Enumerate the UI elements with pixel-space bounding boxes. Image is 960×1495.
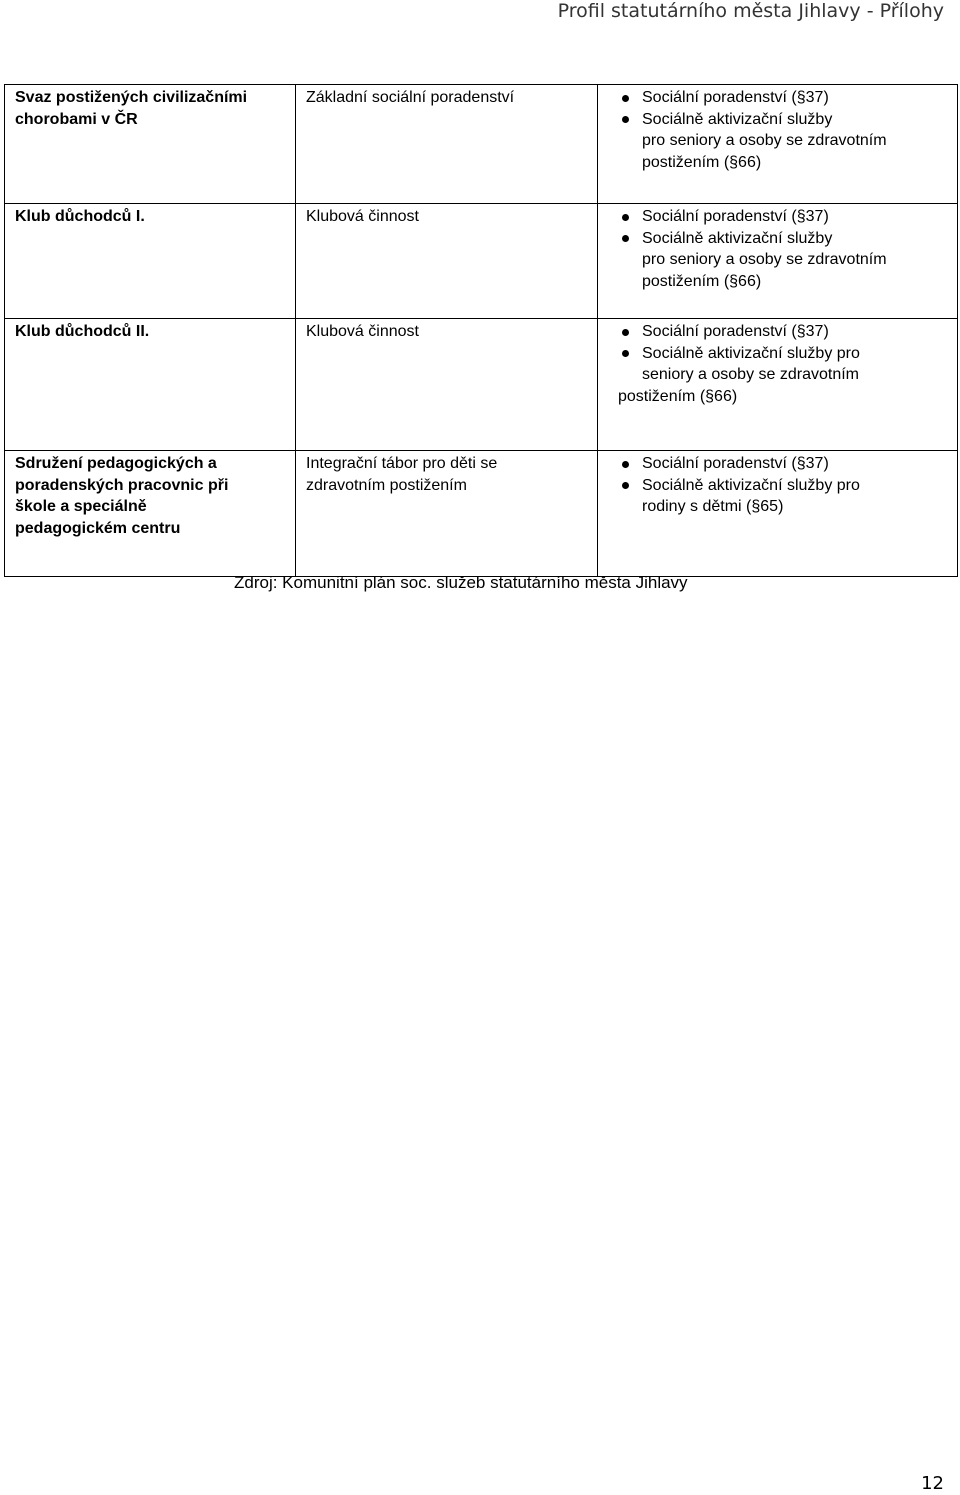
service-line: seniory a osoby se zdravotním xyxy=(642,366,859,383)
service-line: Sociální poradenství (§37) xyxy=(642,323,829,340)
bullet-icon xyxy=(622,461,629,468)
activity-text: zdravotním postižením xyxy=(306,476,467,494)
organization-name-line: škole a speciálně xyxy=(15,498,147,515)
organization-name-line: Klub důchodců II. xyxy=(15,323,150,340)
bullet-icon xyxy=(622,350,629,357)
service-line: postižením (§66) xyxy=(618,387,738,405)
list-item xyxy=(608,475,949,518)
service-line: Sociálně aktivizační služby xyxy=(642,229,833,247)
activity-text: Klubová činnost xyxy=(306,208,419,225)
service-line: rodiny s dětmi (§65) xyxy=(642,498,784,515)
service-line: Sociálně aktivizační služby pro xyxy=(642,344,860,362)
services-list xyxy=(608,321,949,407)
services-cell xyxy=(598,451,958,577)
organization-name-line: poradenských pracovnic při xyxy=(15,476,229,494)
activity-text: Integrační tábor pro děti se xyxy=(306,455,498,472)
bullet-icon xyxy=(622,329,629,336)
service-line: Sociálně aktivizační služby pro xyxy=(642,476,860,494)
service-line: pro seniory a osoby se zdravotním xyxy=(642,132,887,149)
page-header-title: Profil statutárního města Jihlavy - Přílohy xyxy=(557,0,944,22)
services-cell xyxy=(598,85,958,204)
activity-cell xyxy=(296,319,598,451)
organizations-table xyxy=(4,84,958,577)
activity-cell xyxy=(296,451,598,577)
activity-text: Klubová činnost xyxy=(306,323,419,340)
organization-cell xyxy=(5,451,296,577)
organization-name-line: pedagogickém centru xyxy=(15,519,181,537)
services-list xyxy=(608,206,949,292)
service-line: postižením (§66) xyxy=(642,153,762,171)
bullet-icon xyxy=(622,116,629,123)
list-item xyxy=(608,343,949,408)
list-item xyxy=(608,228,949,293)
service-line: Sociální poradenství (§37) xyxy=(642,455,829,472)
organization-name-line: Svaz postižených civilizačními xyxy=(15,89,248,106)
table-row xyxy=(5,204,958,319)
organization-cell xyxy=(5,204,296,319)
list-item xyxy=(608,321,949,343)
table-row xyxy=(5,85,958,204)
table-row xyxy=(5,451,958,577)
list-item xyxy=(608,206,949,228)
bullet-icon xyxy=(622,95,629,102)
activity-cell xyxy=(296,85,598,204)
service-line: pro seniory a osoby se zdravotním xyxy=(642,251,887,268)
services-list xyxy=(608,87,949,173)
activity-text: Základní sociální poradenství xyxy=(306,89,515,106)
list-item xyxy=(608,87,949,109)
source-note: Zdroj: Komunitní plán soc. služeb statutárního města Jihlavy xyxy=(234,573,688,592)
list-item xyxy=(608,453,949,475)
bullet-icon xyxy=(622,235,629,242)
organization-cell xyxy=(5,319,296,451)
bullet-icon xyxy=(622,214,629,221)
activity-cell xyxy=(296,204,598,319)
service-line: postižením (§66) xyxy=(642,272,762,290)
table-row xyxy=(5,319,958,451)
list-item xyxy=(608,109,949,174)
services-cell xyxy=(598,204,958,319)
bullet-icon xyxy=(622,482,629,489)
organization-cell xyxy=(5,85,296,204)
organization-name-line: chorobami v ČR xyxy=(15,110,138,128)
service-line: Sociálně aktivizační služby xyxy=(642,110,833,128)
service-line: Sociální poradenství (§37) xyxy=(642,208,829,225)
organization-name-line: Klub důchodců I. xyxy=(15,208,145,225)
page-number: 12 xyxy=(921,1473,944,1494)
organization-name-line: Sdružení pedagogických a xyxy=(15,455,217,472)
services-list xyxy=(608,453,949,518)
service-line: Sociální poradenství (§37) xyxy=(642,89,829,106)
services-cell xyxy=(598,319,958,451)
